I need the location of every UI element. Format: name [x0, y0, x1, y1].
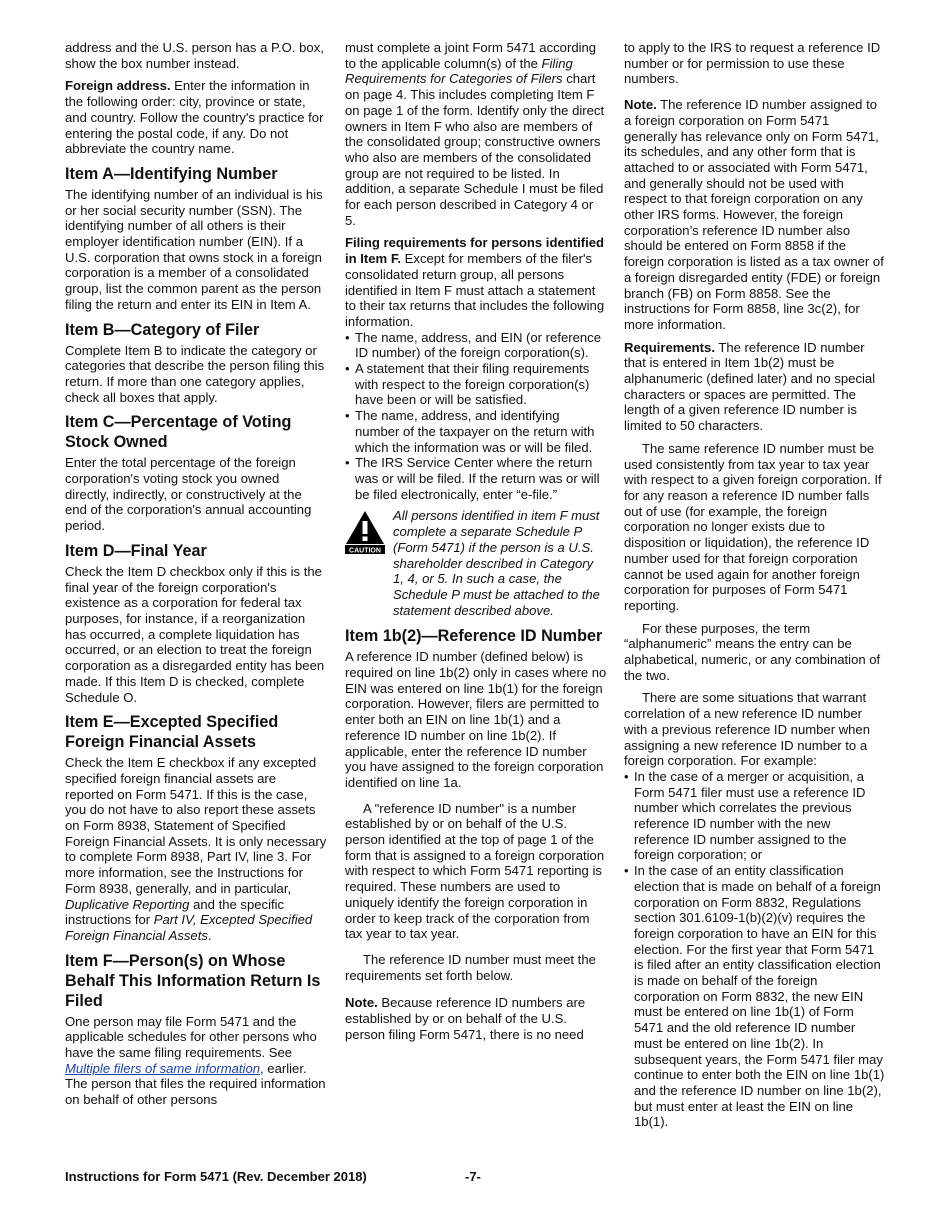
note-text: The reference ID number assigned to a foreign corporation on Form 5471 generally has relevance only on Form 5471, its schedules, and any other form that is attached to or associated with Form 5471, and generally should not be used with respect to that foreign corporation on any other IRS forms. However, the foreign corporation’s reference ID number also should be entered on Form 8858 if the foreign corporation is listed as a tax owner of a foreign disregarded entity (FDE) or foreign branch (FB) on Form 8858. See the instructions for Form 8858, line 3c(2), for more information.: [624, 97, 884, 332]
caution-text: All persons identified in item F must complete a separate Schedule P (Form 5471) if the person is a U.S. shareholder described in Category 1, 4, or 5. In such a case, the Schedule P must be attached to the statement described above.: [393, 508, 600, 618]
item-e-text-3: .: [207, 927, 212, 943]
paragraph-joint-form: [345, 40, 607, 228]
list-item: • The IRS Service Center where the return was or will be filed. If the return was or will be filed electronically, enter “e-file.”: [345, 455, 607, 502]
paragraph-alphanumeric: For these purposes, the term “alphanumeric” means the entry can be alphabetical, numeric, or any combination of the two.: [624, 620, 881, 683]
list-item: • A statement that their filing requirements with respect to the foreign corporation(s) have been or will be satisfied.: [345, 361, 607, 408]
item-e-italic-1: Duplicative Reporting: [65, 896, 190, 912]
item-f-text-1: One person may file Form 5471 and the applicable schedules for other persons who have the same filing requirements. See: [65, 1013, 317, 1061]
caution-icon: [345, 510, 385, 554]
paragraph-item-e: [65, 755, 327, 943]
paragraph-item-d: Check the Item D checkbox only if this is the final year of the foreign corporation's existence as a corporation for federal tax purposes, for instance, if a reorganization has occurred, a complete liquidation has occurred, or an election to treat the foreign corporation as a disregarded entity has been made. If this Item D is checked, complete Schedule O.: [65, 563, 325, 705]
paragraph-situations: There are some situations that warrant correlation of a new reference ID number with a previous reference ID number when assigning a new reference ID number to a foreign corporation. For example:: [624, 690, 870, 769]
paragraph-note: [624, 97, 886, 333]
item-e-text-2: and the specific instructions for: [65, 896, 285, 928]
joint-form-text-1: must complete a joint Form 5471 according to the applicable column(s) of the: [345, 40, 597, 71]
heading-item-c: Item C—Percentage of Voting Stock Owned: [65, 413, 292, 452]
paragraph-item-a: The identifying number of an individual is his or her social security number (SSN). The identifying number of all others is their employer identification number (EIN). If a U.S. corporation that owns stock in a foreign corporation is a member of a consolidated group, list the common parent as the person filing the return and enter its EIN in Item A.: [65, 186, 323, 312]
paragraph-requirements: [624, 340, 886, 434]
item-f-text-2: , earlier. The person that files the required information on behalf of other persons: [65, 1060, 326, 1108]
page-footer: [65, 1169, 885, 1187]
footer-document-title: Instructions for Form 5471 (Rev. December 2018): [65, 1169, 367, 1184]
note-label: Note.: [624, 97, 657, 113]
item-e-italic-2: Part IV, Excepted Specified Foreign Financial Assets: [65, 912, 313, 943]
paragraph-item-b: Complete Item B to indicate the category or categories that describe the person filing this return. If more than one category applies, check all boxes that apply.: [65, 342, 325, 405]
column-left: [65, 40, 327, 1115]
multiple-filers-link[interactable]: Multiple filers of same information: [65, 1060, 261, 1076]
item-e-text-1: Check the Item E checkbox if any excepted specified foreign financial assets are reported on Form 5471. If this is the case, you do not have to also report these assets on Form 8938, Statement of Specified Foreign Financial Assets. It is only necessary to complete Form 8938, Part IV, line 3. For more information, see the Instructions for Form 8938, generally, and in particular,: [65, 755, 327, 896]
paragraph-item-f: [65, 1014, 327, 1108]
column-middle: [345, 40, 607, 1049]
page-number: -7-: [465, 1169, 481, 1184]
heading-item-f: Item F—Person(s) on Whose Behalf This Information Return Is Filed: [65, 951, 321, 1010]
filing-requirements-chart-ref: Filing Requirements for Categories of Filers: [345, 55, 573, 87]
requirements-label: Requirements.: [624, 339, 715, 355]
foreign-address-label: Foreign address.: [65, 78, 171, 94]
paragraph-reference-id-2: A "reference ID number" is a number established by or on behalf of the U.S. person identified at the top of page 1 of the form that is assigned to a foreign corporation with respect to which Form 5471 reporting is required. These numbers are used to uniquely identify the foreign corporation in order to keep track of the corporation from tax year to tax year.: [345, 800, 605, 942]
heading-item-a: Item A—Identifying Number: [65, 164, 278, 183]
paragraph-filing-requirements: [345, 235, 607, 329]
paragraph-same-reference: The same reference ID number must be used consistently from tax year to tax year with respect to a given foreign corporation. If for any reason a reference ID number falls out of use (for example, the foreign corporation no longer exists due to disposition or liquidation), the reference ID number used for that foreign corporation cannot be used again for another foreign corporation for purposes of Form 5471 reporting.: [624, 440, 882, 613]
list-item: • In the case of an entity classification election that is made on behalf of a foreign corporation on Form 8832, Regulations section 301.6109-1(b)(2)(v) requires the foreign corporation to have an EIN for this election. For the first year that Form 5471 is filed after an entity classification election is made on behalf of the foreign corporation on Form 8832, the new EIN must be entered on line 1b(1) of Form 5471 and the old reference ID number must be entered on line 1b(2). In subsequent years, the Form 5471 filer may continue to enter both the EIN on line 1b(1) and the reference ID number on line 1b(2), but must enter at least the EIN on line 1b(1).: [624, 863, 886, 1130]
paragraph-foreign-address: [65, 78, 327, 157]
column-right: [624, 40, 886, 1130]
caution-label: CAUTION: [349, 547, 381, 555]
joint-form-text-2: chart on page 4. This includes completing Item F on page 1 of the form. Identify only the direct owners in Item F who also are members of the consolidated group; constructive owners who also are members of the consolidated group are not required to be listed. In addition, a separate Schedule I must be filed for each person described in Category 4 or 5.: [345, 71, 605, 228]
heading-item-1b2: Item 1b(2)—Reference ID Number: [345, 627, 603, 646]
filing-requirements-label: Filing requirements for persons identified in Item F.: [345, 235, 604, 267]
note-label: Note.: [345, 995, 378, 1011]
paragraph-note: [345, 995, 607, 1042]
heading-item-d: Item D—Final Year: [65, 541, 207, 560]
foreign-address-text: Enter the information in the following order: city, province or state, and country. Follow the country's practice for entering the postal code, if any. Do not abbreviate the country name.: [65, 78, 324, 157]
paragraph-reference-id-3: The reference ID number must meet the requirements set forth below.: [345, 951, 596, 983]
list-item: • The name, address, and identifying number of the taxpayer on the return with which the information was or will be filed.: [345, 408, 607, 455]
heading-item-b: Item B—Category of Filer: [65, 320, 260, 339]
filing-requirements-text: Except for members of the filer's consolidated return group, all persons identified in Item F must attach a statement to their tax returns that includes the following information.: [345, 251, 605, 329]
heading-item-e: Item E—Excepted Specified Foreign Financial Assets: [65, 713, 279, 752]
paragraph-reference-id-1: A reference ID number (defined below) is required on line 1b(2) only in cases where no EIN was entered on line 1b(1) for the foreign corporation. However, filers are permitted to enter both an EIN on line 1b(1) and a reference ID number on line 1b(2). If applicable, enter the reference ID number you have assigned to the foreign corporation identified on line 1a.: [345, 649, 607, 790]
list-item: • The name, address, and EIN (or reference ID number) of the foreign corporation(s).: [345, 330, 607, 361]
paragraph-continued: to apply to the IRS to request a reference ID number or for permission to use these numbers.: [624, 40, 881, 87]
note-text: Because reference ID numbers are established by or on behalf of the U.S. person filing Form 5471, there is no need: [345, 995, 586, 1042]
caution-note: [345, 508, 607, 618]
paragraph-item-c: Enter the total percentage of the foreign corporation's voting stock you owned directly, indirectly, or constructively at the end of the corporation's annual accounting period.: [65, 455, 312, 534]
requirements-text: The reference ID number that is entered in Item 1b(2) must be alphanumeric (defined later) and no special characters or spaces are permitted. The length of a given reference ID number is limited to 50 characters.: [624, 339, 876, 434]
paragraph-continued: address and the U.S. person has a P.O. box, show the box number instead.: [65, 40, 324, 71]
list-item: • In the case of a merger or acquisition, a Form 5471 filer must use a reference ID number which correlates the previous reference ID number with the new reference ID number assigned to the foreign corporation; or: [624, 769, 886, 863]
